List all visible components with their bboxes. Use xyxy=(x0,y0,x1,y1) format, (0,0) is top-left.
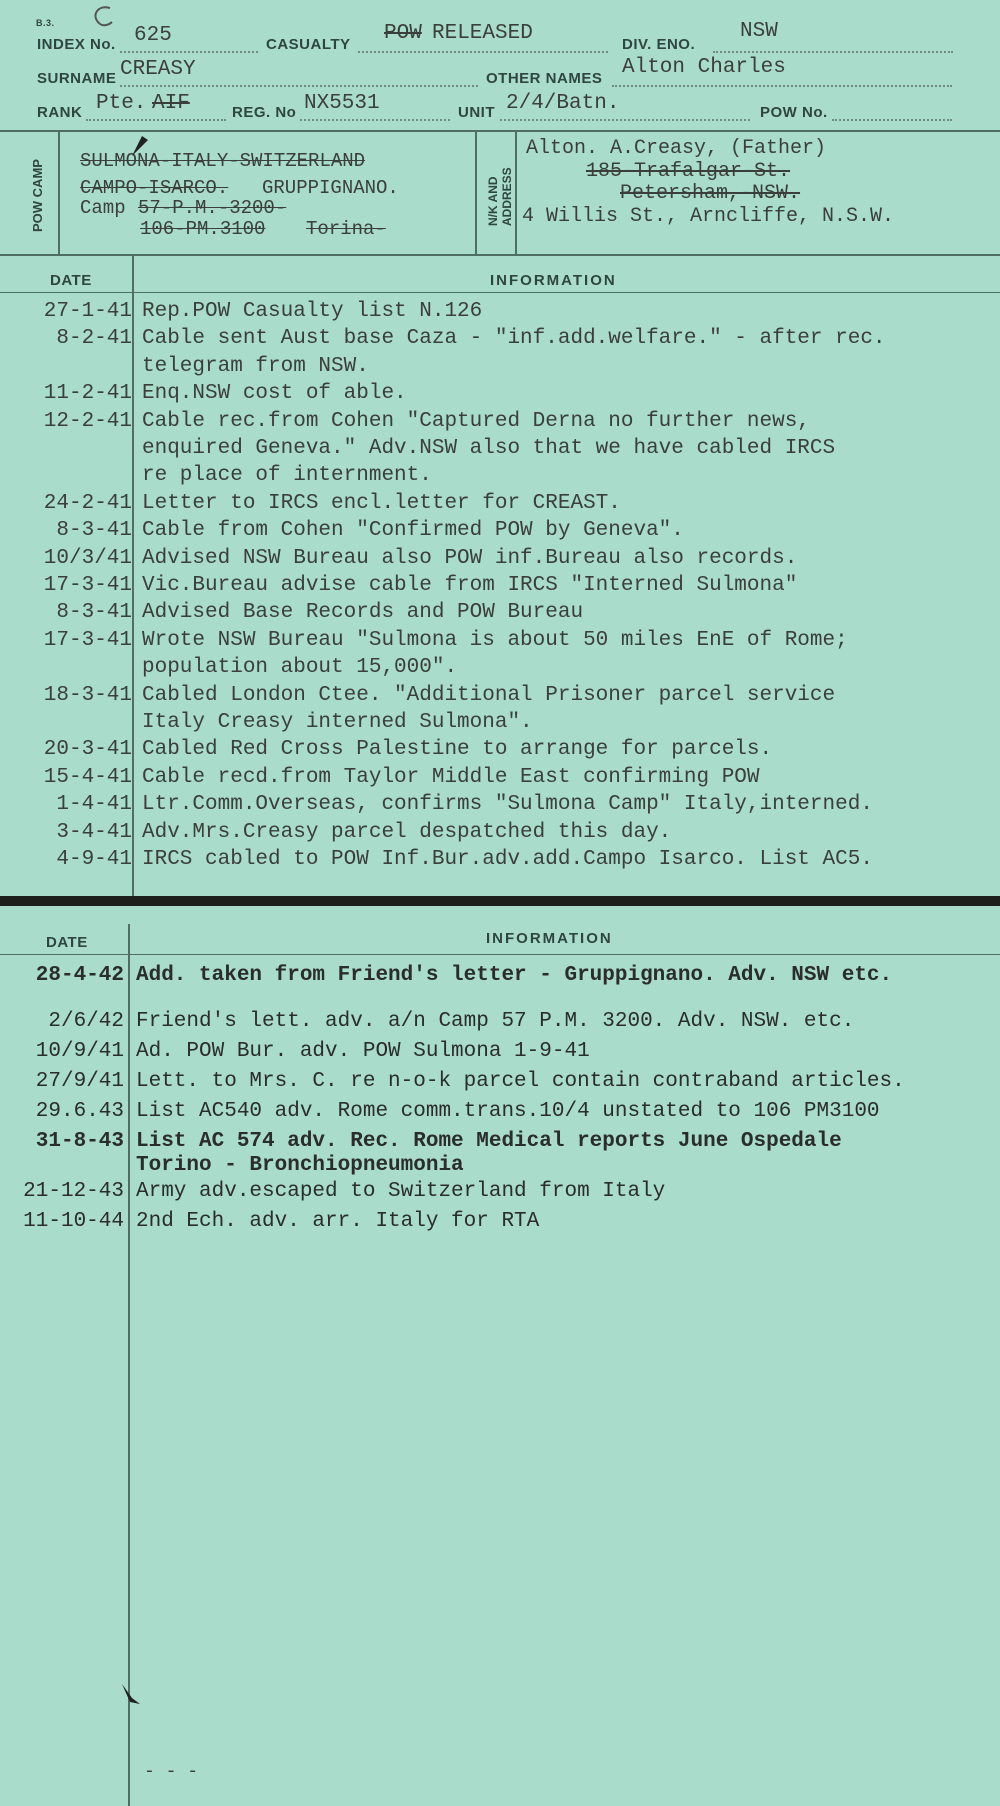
entry-text: Army adv.escaped to Switzerland from Italy xyxy=(136,1180,666,1203)
rank-struck-value: AIF xyxy=(152,92,190,115)
entry-text: List AC 574 adv. Rec. Rome Medical reports June Ospedale xyxy=(136,1130,842,1153)
index-no-label: INDEX No. xyxy=(37,36,116,53)
entry-text: Advised NSW Bureau also POW inf.Bureau also records. xyxy=(142,546,798,570)
rank-label: RANK xyxy=(37,104,83,121)
div-eno-value: NSW xyxy=(740,20,778,43)
date-header: DATE xyxy=(46,934,88,951)
entry-date: 8-2-41 xyxy=(56,327,132,351)
entry-date: 31-8-43 xyxy=(35,1130,124,1153)
surname-value: CREASY xyxy=(120,58,196,81)
entry-date: 18-3-41 xyxy=(43,683,132,707)
nok-line: Alton. A.Creasy, (Father) xyxy=(526,137,827,160)
dotted-line xyxy=(500,119,750,121)
unit-value: 2/4/Batn. xyxy=(506,92,620,115)
date-header: DATE xyxy=(50,272,92,289)
reg-no-label: REG. No xyxy=(232,104,297,121)
information-header: INFORMATION xyxy=(490,272,617,289)
entry-date: 11-10-44 xyxy=(23,1210,124,1233)
entry-text: re place of internment. xyxy=(142,464,432,488)
entry-text: IRCS cabled to POW Inf.Bur.adv.add.Campo Isarco. List AC5. xyxy=(142,848,873,871)
divider-line xyxy=(515,130,517,254)
entry-text: Ad. POW Bur. adv. POW Sulmona 1-9-41 xyxy=(136,1040,590,1063)
entry-text: Cable sent Aust base Caza - "inf.add.welfare." - after rec. xyxy=(142,327,886,351)
pow-camp-line: 106-PM.3100 xyxy=(140,218,266,240)
other-names-label: OTHER NAMES xyxy=(486,70,603,87)
pow-camp-line: SULMONA-ITALY-SWITZERLAND xyxy=(80,150,366,172)
entry-text: Cable recd.from Taylor Middle East confirming POW xyxy=(142,765,760,789)
entry-text: Wrote NSW Bureau "Sulmona is about 50 miles EnE of Rome; xyxy=(142,628,848,652)
pow-no-label: POW No. xyxy=(760,104,828,121)
nok-line: 4 Willis St., Arncliffe, N.S.W. xyxy=(522,205,895,228)
divider-line xyxy=(0,292,1000,293)
div-eno-label: DIV. ENO. xyxy=(622,36,696,53)
corner-code: B.3. xyxy=(36,18,55,28)
entry-text: Enq.NSW cost of able. xyxy=(142,382,407,406)
entry-date: 11-2-41 xyxy=(43,382,132,406)
entry-date: 8-3-41 xyxy=(56,519,132,543)
divider-line xyxy=(0,254,1000,256)
dotted-line xyxy=(358,51,608,53)
ink-mark-icon xyxy=(120,1682,144,1708)
information-header: INFORMATION xyxy=(486,930,613,947)
index-no-value: 625 xyxy=(134,24,172,47)
nk-address-label: N/K AND ADDRESS xyxy=(486,167,514,226)
ink-mark-icon xyxy=(128,130,154,160)
entry-text: Italy Creasy interned Sulmona". xyxy=(142,711,533,734)
dotted-line xyxy=(120,85,478,87)
dotted-line xyxy=(612,85,952,87)
pow-camp-line: Torina- xyxy=(306,218,386,240)
entry-text: Cable rec.from Cohen "Captured Derna no further news, xyxy=(142,409,810,433)
casualty-value: RELEASED xyxy=(432,22,533,45)
entry-text: Advised Base Records and POW Bureau xyxy=(142,601,584,625)
pencil-mark-icon xyxy=(84,2,118,32)
entry-text: Cabled London Ctee. "Additional Prisoner parcel service xyxy=(142,683,836,707)
divider-line xyxy=(0,954,1000,955)
divider-line xyxy=(128,924,130,1806)
dash-marks: - - - xyxy=(144,1762,199,1782)
entry-date: 10/9/41 xyxy=(35,1040,124,1063)
entry-date: 27-1-41 xyxy=(43,300,132,323)
other-names-value: Alton Charles xyxy=(622,56,786,79)
dotted-line xyxy=(832,119,952,121)
entry-date: 24-2-41 xyxy=(43,491,132,515)
divider-line xyxy=(475,130,477,254)
pow-camp-line: 57-P.M.-3200- xyxy=(138,197,287,219)
entry-date: 8-3-41 xyxy=(56,601,132,625)
entry-text: telegram from NSW. xyxy=(142,354,369,378)
divider-line xyxy=(58,130,60,254)
rank-value: Pte. xyxy=(96,92,147,115)
pow-camp-line: CAMPO-ISARCO. xyxy=(80,177,229,199)
entry-date: 1-4-41 xyxy=(56,793,132,817)
entry-text: Vic.Bureau advise cable from IRCS "Interned Sulmona" xyxy=(142,574,798,597)
entry-date: 29.6.43 xyxy=(35,1100,124,1123)
unit-label: UNIT xyxy=(458,104,495,121)
entry-text: Adv.Mrs.Creasy parcel despatched this day. xyxy=(142,820,672,844)
entry-text: Cable from Cohen "Confirmed POW by Geneva". xyxy=(142,519,684,543)
entry-text: population about 15,000". xyxy=(142,656,458,680)
entry-text: Lett. to Mrs. C. re n-o-k parcel contain contraband articles. xyxy=(136,1070,905,1093)
entry-text: 2nd Ech. adv. arr. Italy for RTA xyxy=(136,1210,540,1233)
entry-date: 28-4-42 xyxy=(35,964,124,987)
index-card-continuation xyxy=(0,906,1000,1806)
dotted-line xyxy=(120,51,258,53)
entry-date: 10/3/41 xyxy=(43,546,132,570)
pow-camp-line: Camp xyxy=(80,197,126,219)
entry-text: List AC540 adv. Rome comm.trans.10/4 unstated to 106 PM3100 xyxy=(136,1100,880,1123)
entry-text: Ltr.Comm.Overseas, confirms "Sulmona Camp" Italy,interned. xyxy=(142,793,873,817)
casualty-struck-value: POW xyxy=(384,22,422,45)
pow-camp-line: GRUPPIGNANO. xyxy=(262,177,399,199)
entry-text: Cabled Red Cross Palestine to arrange for parcels. xyxy=(142,738,773,762)
entry-date: 3-4-41 xyxy=(56,820,132,844)
nok-line: 185-Trafalgar-St. xyxy=(586,160,791,183)
entry-date: 21-12-43 xyxy=(23,1180,124,1203)
entry-text: enquired Geneva." Adv.NSW also that we have cabled IRCS xyxy=(142,437,836,460)
entry-date: 4-9-41 xyxy=(56,848,132,871)
entry-text: Letter to IRCS encl.letter for CREAST. xyxy=(142,491,621,515)
entry-text: Torino - Bronchiopneumonia xyxy=(136,1154,464,1177)
entry-date: 15-4-41 xyxy=(43,765,132,789)
index-card-front xyxy=(0,0,1000,896)
nok-line: Petersham,-NSW. xyxy=(620,182,801,205)
entry-date: 17-3-41 xyxy=(43,628,132,652)
divider-line xyxy=(132,256,134,896)
entry-date: 12-2-41 xyxy=(43,409,132,433)
dotted-line xyxy=(300,119,450,121)
entry-text: Friend's lett. adv. a/n Camp 57 P.M. 3200. Adv. NSW. etc. xyxy=(136,1010,855,1033)
entry-date: 2/6/42 xyxy=(48,1010,124,1033)
entry-text: Rep.POW Casualty list N.126 xyxy=(142,300,483,323)
entry-date: 20-3-41 xyxy=(43,738,132,762)
dotted-line xyxy=(713,51,953,53)
reg-no-value: NX5531 xyxy=(304,92,380,115)
entry-date: 17-3-41 xyxy=(43,574,132,597)
casualty-label: CASUALTY xyxy=(266,36,351,53)
entry-text: Add. taken from Friend's letter - Gruppignano. Adv. NSW etc. xyxy=(136,964,893,987)
dotted-line xyxy=(86,119,226,121)
pow-camp-label: POW CAMP xyxy=(30,159,45,232)
surname-label: SURNAME xyxy=(37,70,117,87)
entry-date: 27/9/41 xyxy=(35,1070,124,1093)
